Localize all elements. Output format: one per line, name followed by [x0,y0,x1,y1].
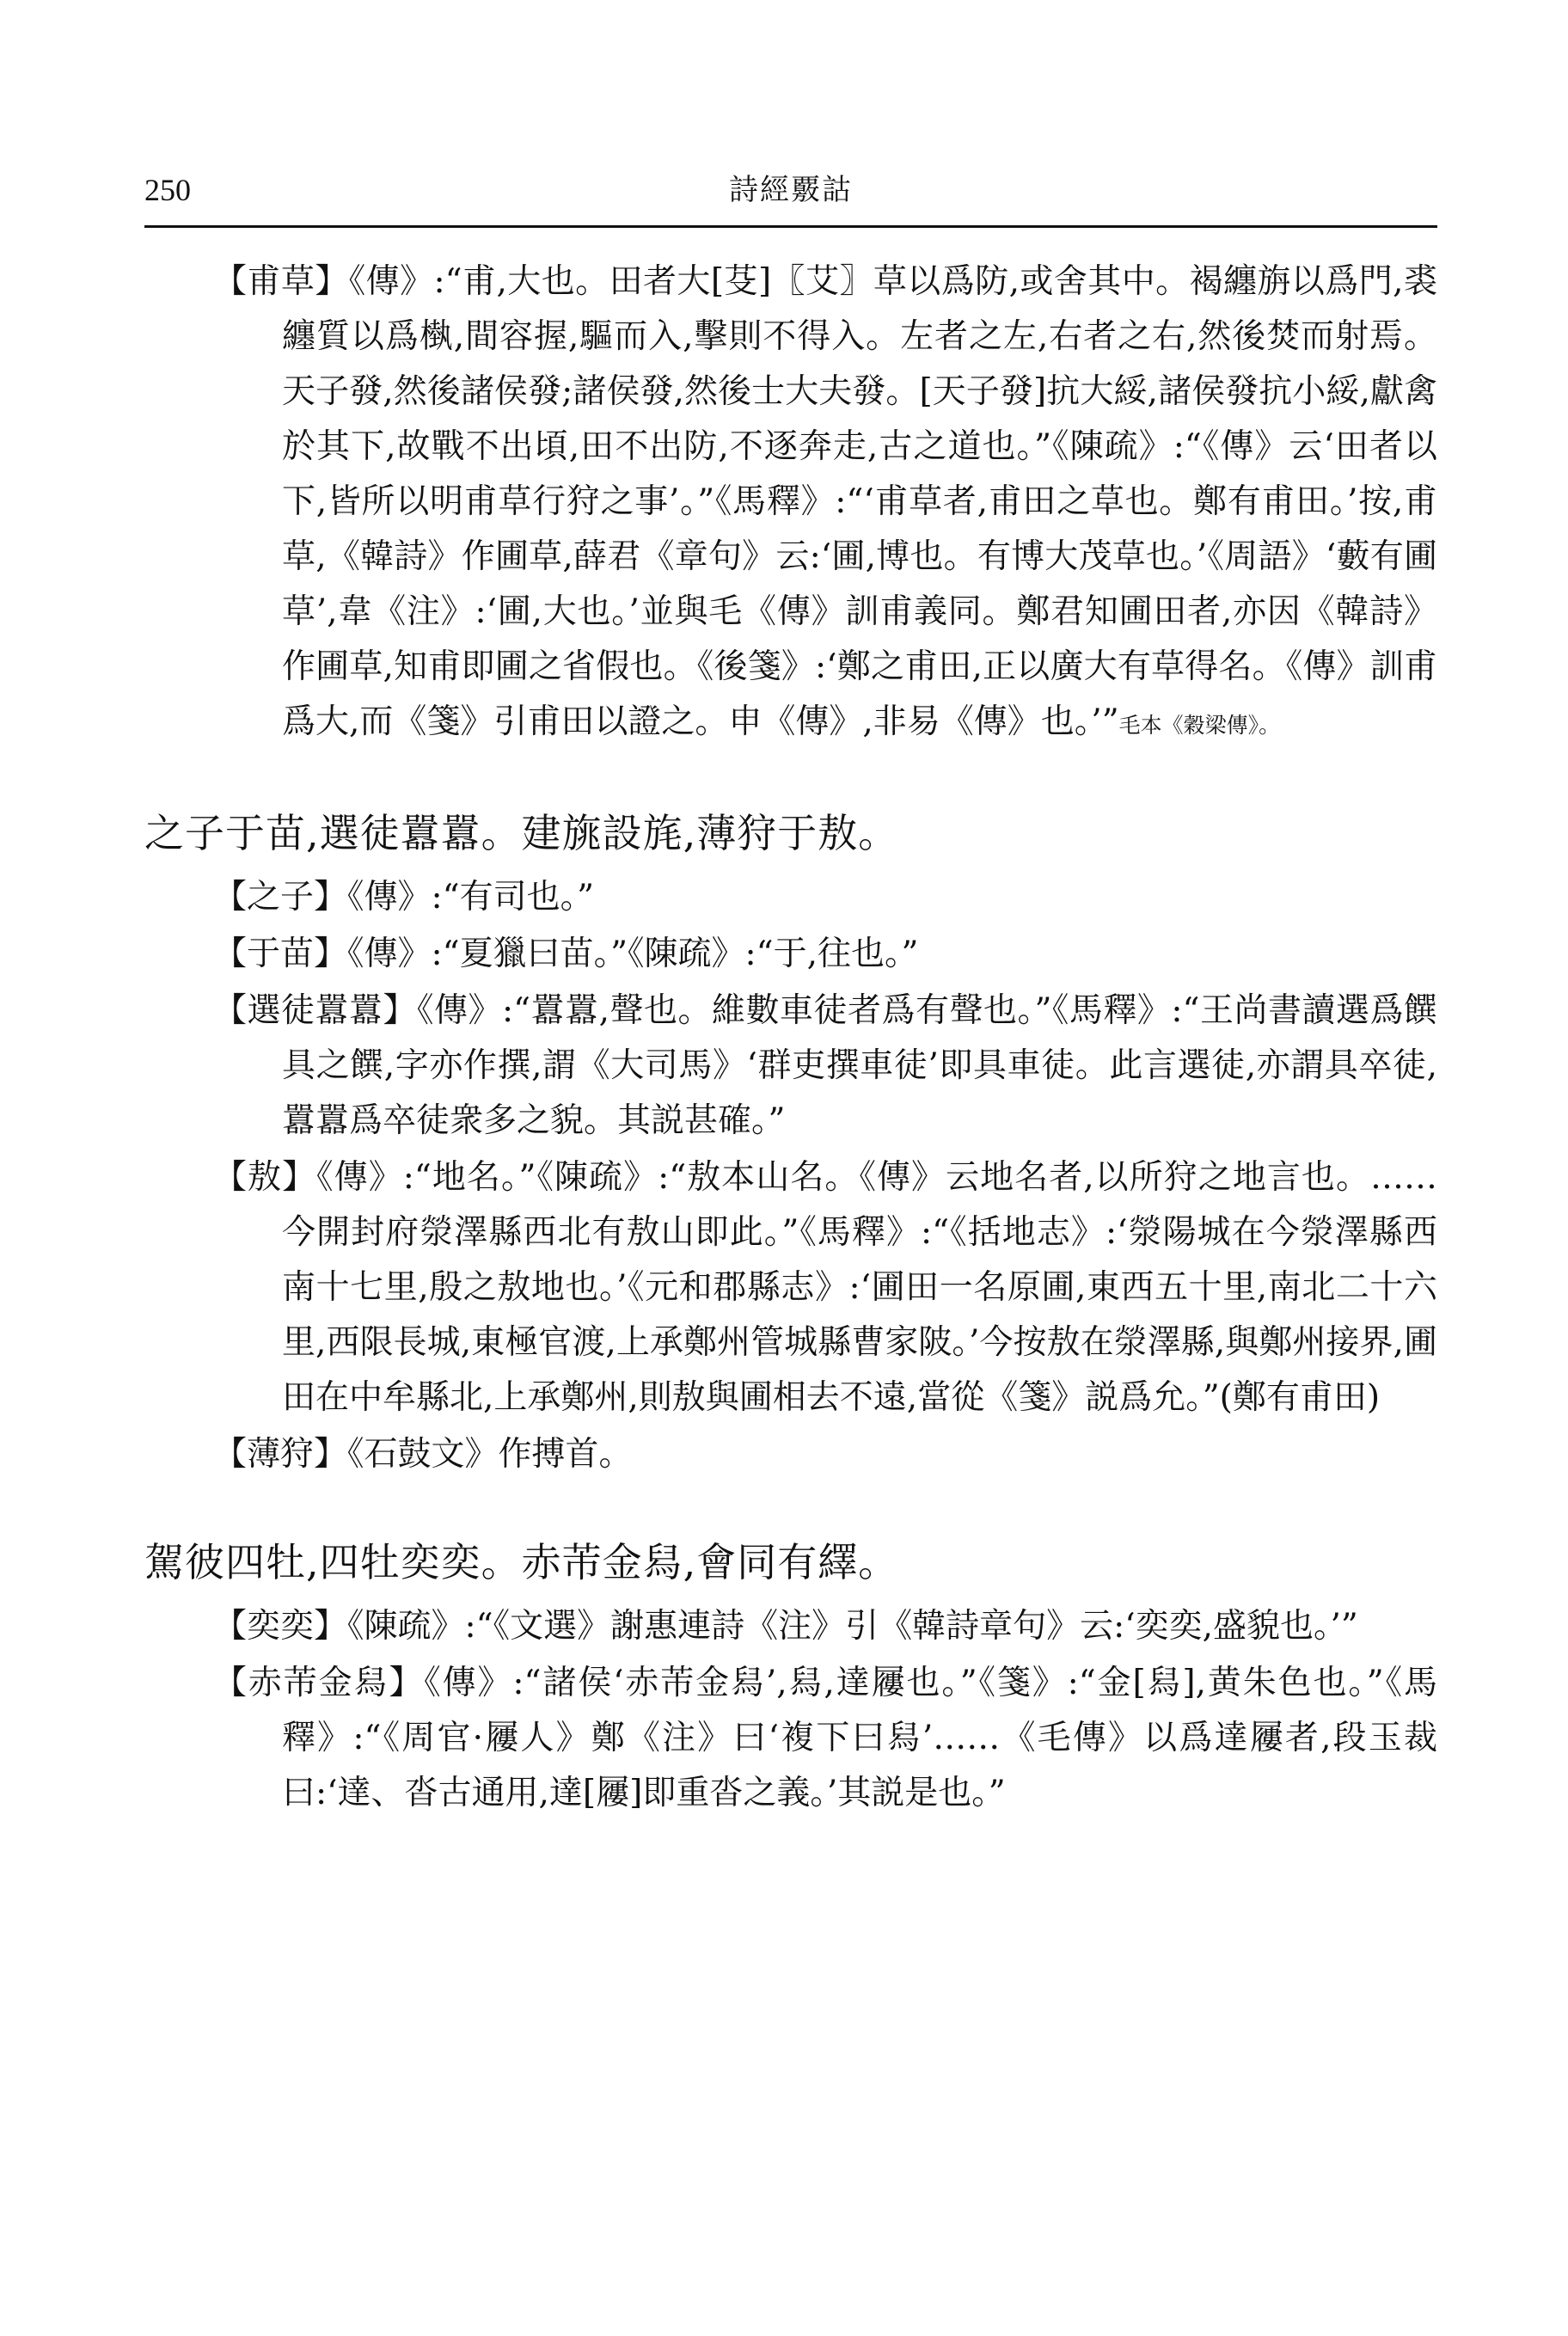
page-number: 250 [144,173,191,207]
commentary-entry-ao: 【敖】《傳》:“地名。”《陳疏》:“敖本山名。《傳》云地名者,以所狩之地言也。……今開封府滎澤縣西北有敖山即此。”《馬釋》:“《括地志》:‘滎陽城在今滎澤縣西南十七里,殷之敖地也。’《元和郡縣志》:‘圃田一名原圃,東西五十里,南北二十六里,西限長城,東極官渡,上承鄭州管城縣曹家陂。’今按敖在滎澤縣,與鄭州接界,圃田在中牟縣北,上承鄭州,則敖與圃相去不遠,當從《箋》説爲允。”(鄭有甫田) [213,1158,1437,1417]
entry-note: 毛本《穀梁傳》。 [1118,713,1281,738]
commentary-entry-fu-cao [213,254,1437,753]
verse-line-1: 之子于苗,選徒囂囂。建旐設旄,薄狩于敖。 [144,810,899,856]
page-header [144,169,1437,222]
entry-text: 【甫草】《傳》:“甫,大也。田者大[芟]〖艾〗草以爲防,或舍其中。褐纏旃以爲門,裘纏質以爲槸,間容握,驅而入,擊則不得入。左者之左,右者之右,然後焚而射焉。天子發,然後諸侯發;諸侯發,然後士大夫發。[天子發]抗大綏,諸侯發抗小綏,獻禽於其下,故戰不出頃,田不出防,不逐奔走,古之道也。”《陳疏》:“《傳》云‘田者以下,皆所以明甫草行狩之事’。”《馬釋》:“‘甫草者,甫田之草也。鄭有甫田。’按,甫草,《韓詩》作圃草,薛君《章句》云:‘圃,博也。有博大茂草也。’《周語》‘藪有圃草’,韋《注》:‘圃,大也。’並與毛《傳》訓甫義同。鄭君知圃田者,亦因《韓詩》作圃草,知甫即圃之省假也。《後箋》:‘鄭之甫田,正以廣大有草得名。《傳》訓甫爲大,而《箋》引甫田以證之。申《傳》,非易《傳》也。’” [213,262,1437,741]
commentary-entry-bo-shou: 【薄狩】《石鼓文》作搏首。 [213,1435,633,1474]
commentary-entry-yu-miao: 【于苗】《傳》:“夏獵曰苗。”《陳疏》:“于,往也。” [213,935,919,973]
commentary-entry-yi-yi: 【奕奕】《陳疏》:“《文選》謝惠連詩《注》引《韓詩章句》云:‘奕奕,盛貌也。’” [213,1607,1358,1646]
header-rule [144,225,1437,228]
verse-line-2: 駕彼四牡,四牡奕奕。赤芾金舄,會同有繹。 [144,1539,899,1585]
commentary-entry-chi-fu: 【赤芾金舄】《傳》:“諸侯‘赤芾金舄’,舄,達屨也。”《箋》:“金[舄],黄朱色也。”《馬釋》:“《周官·屨人》鄭《注》曰‘複下曰舄’……《毛傳》以爲達屨者,段玉裁曰:‘達、沓古通用,達[屨]即重沓之義。’其説是也。” [213,1664,1437,1812]
running-title: 詩經覈詁 [729,173,853,207]
commentary-entry-zhi-zi: 【之子】《傳》:“有司也。” [213,878,595,917]
commentary-entry-xuan-tu: 【選徒囂囂】《傳》:“囂囂,聲也。維數車徒者爲有聲也。”《馬釋》:“王尚書讀選爲饌具之饌,字亦作撰,謂《大司馬》‘群吏撰車徒’即具車徒。此言選徒,亦謂具卒徒,囂囂爲卒徒衆多之貌。其説甚確。” [213,991,1437,1140]
page-body [144,254,1437,1823]
